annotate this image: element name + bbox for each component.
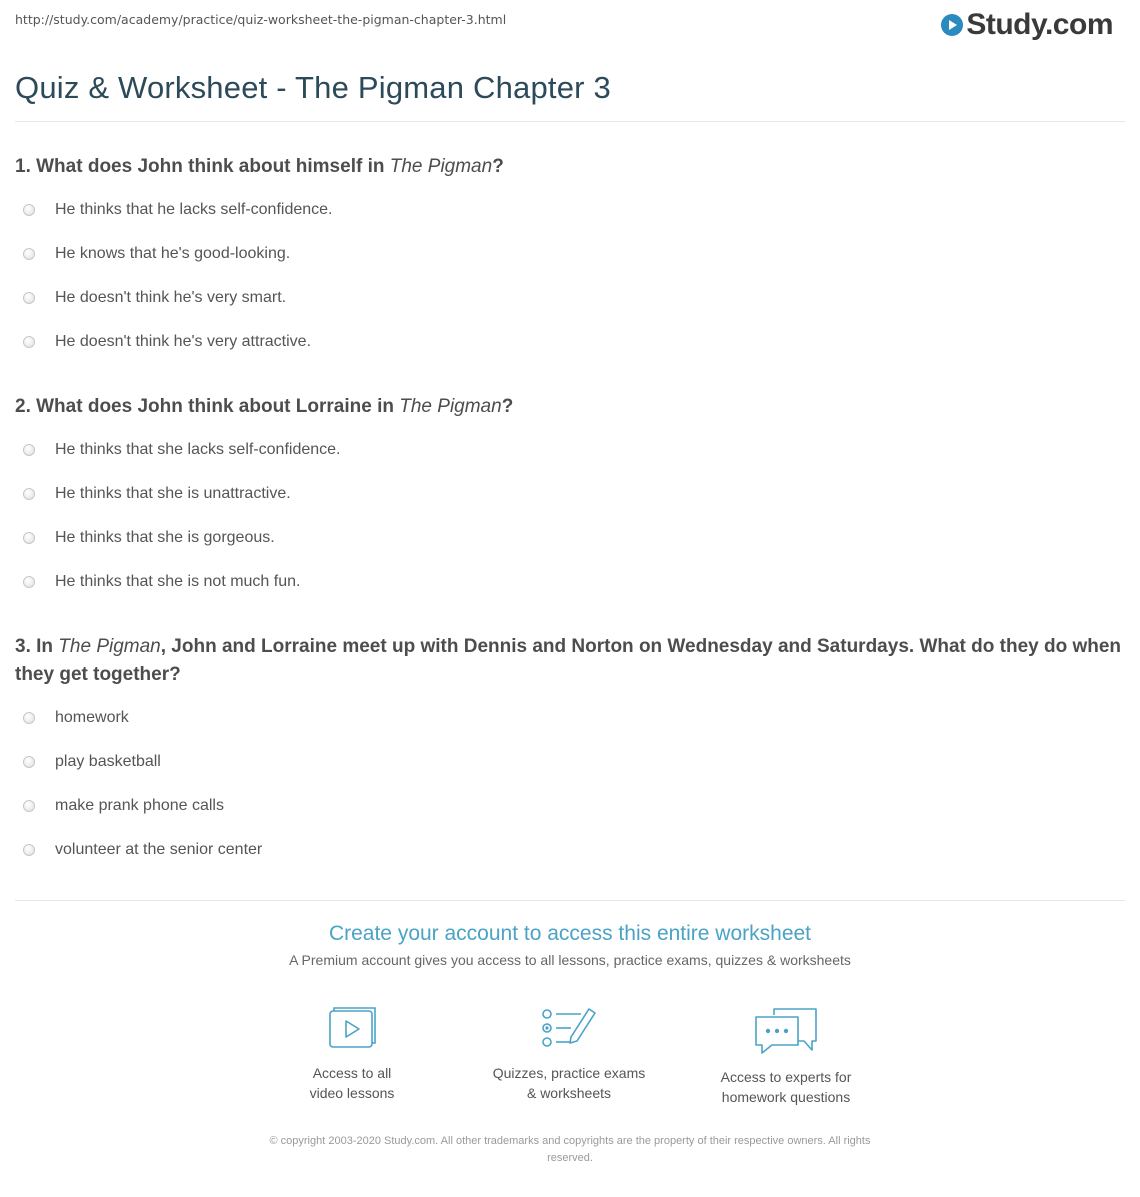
answer-option[interactable]: He doesn't think he's very attractive. (15, 320, 1125, 364)
radio-button[interactable] (23, 532, 35, 544)
question-text: 2. What does John think about Lorraine in The Pigman? (15, 396, 514, 417)
study-logo[interactable] (941, 8, 1113, 42)
radio-button[interactable] (23, 576, 35, 588)
answer-option[interactable]: homework (15, 696, 1125, 740)
radio-button[interactable] (23, 488, 35, 500)
signup-callout (0, 922, 1140, 968)
radio-button[interactable] (23, 248, 35, 260)
answer-option[interactable]: volunteer at the senior center (15, 828, 1125, 872)
radio-button[interactable] (23, 712, 35, 724)
video-lessons-icon (326, 1005, 378, 1051)
radio-button[interactable] (23, 800, 35, 812)
feature-quizzes: Quizzes, practice exams & worksheets (469, 1005, 669, 1103)
header (0, 0, 1140, 50)
quiz-checklist-icon (541, 1005, 597, 1051)
logo-text: Study.com (966, 8, 1113, 41)
question-1 (15, 153, 1125, 364)
answer-option[interactable]: He thinks that she is unattractive. (15, 472, 1125, 516)
page-title: Quiz & Worksheet - The Pigman Chapter 3 (15, 70, 611, 105)
answer-option[interactable]: He thinks that she is not much fun. (15, 560, 1125, 604)
copyright-notice: © copyright 2003-2020 Study.com. All other trademarks and copyrights are the property of their respective owners. All rights reserved. (269, 1135, 871, 1164)
answer-option[interactable]: He thinks that she lacks self-confidence. (15, 428, 1125, 472)
feature-experts: Access to experts for homework questions (686, 1005, 886, 1107)
answer-option[interactable]: He thinks that he lacks self-confidence. (15, 188, 1125, 232)
question-2 (15, 393, 1125, 604)
play-logo-icon (941, 14, 963, 36)
feature-video-lessons: Access to all video lessons (252, 1005, 452, 1103)
divider (15, 900, 1125, 901)
page-url: http://study.com/academy/practice/quiz-worksheet-the-pigman-chapter-3.html (15, 12, 507, 27)
answer-option[interactable]: play basketball (15, 740, 1125, 784)
radio-button[interactable] (23, 204, 35, 216)
question-text: 1. What does John think about himself in The Pigman? (15, 156, 504, 177)
answer-option[interactable]: He doesn't think he's very smart. (15, 276, 1125, 320)
question-text: 3. In The Pigman, John and Lorraine meet up with Dennis and Norton on Wednesday and Saturdays. What do they do when they get together? (15, 636, 1122, 685)
answer-option[interactable]: He knows that he's good-looking. (15, 232, 1125, 276)
question-3 (15, 633, 1125, 872)
radio-button[interactable] (23, 444, 35, 456)
cta-subtitle: A Premium account gives you access to all lessons, practice exams, quizzes & worksheets (289, 952, 851, 968)
answer-option[interactable]: make prank phone calls (15, 784, 1125, 828)
radio-button[interactable] (23, 292, 35, 304)
radio-button[interactable] (23, 756, 35, 768)
radio-button[interactable] (23, 336, 35, 348)
answer-option[interactable]: He thinks that she is gorgeous. (15, 516, 1125, 560)
cta-title[interactable]: Create your account to access this entire worksheet (328, 922, 812, 945)
radio-button[interactable] (23, 844, 35, 856)
chat-bubbles-icon (754, 1005, 818, 1055)
divider (15, 121, 1125, 122)
